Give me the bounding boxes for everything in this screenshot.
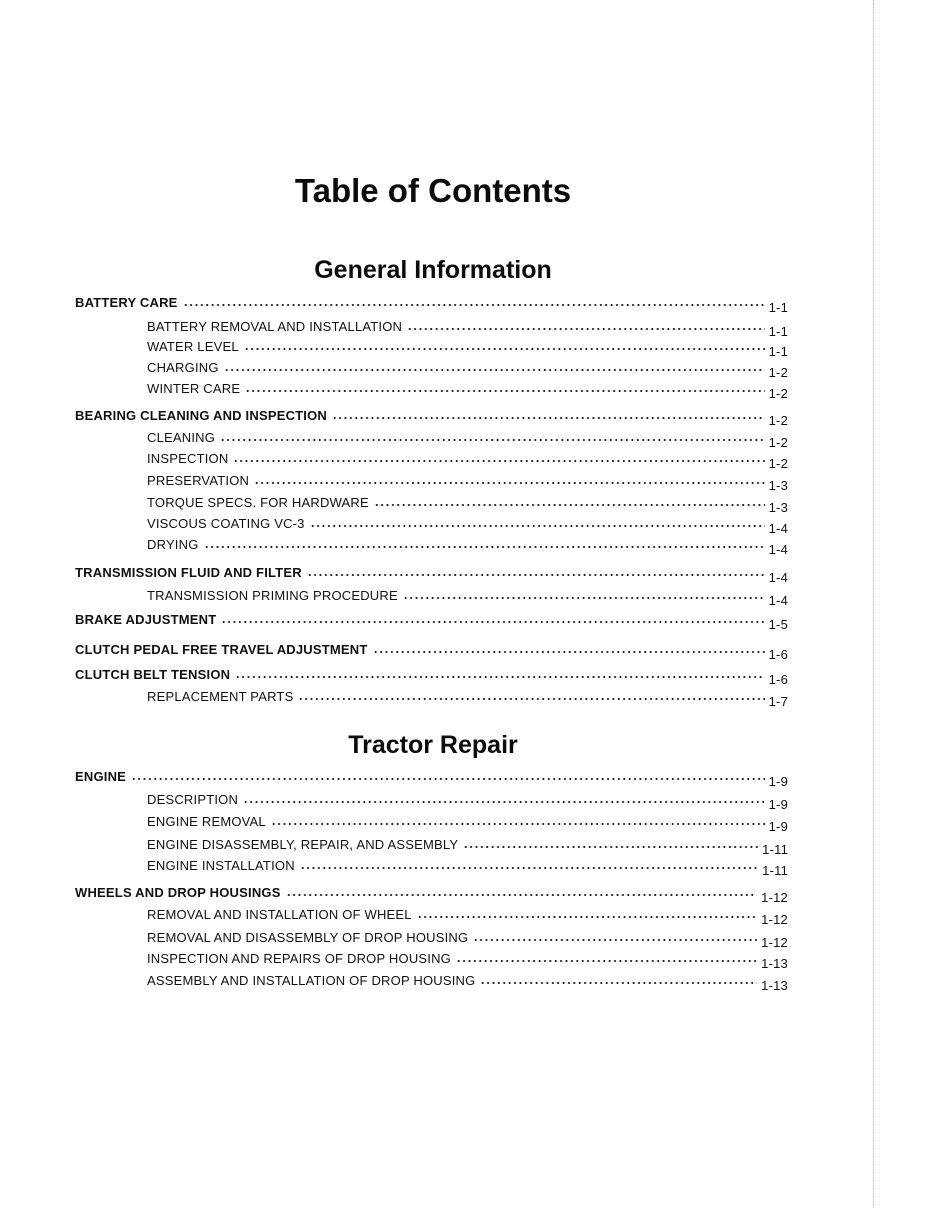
toc-entry-page: 1-1: [768, 324, 788, 339]
toc-entry-label: CHARGING: [147, 360, 219, 375]
toc-entry-label: TORQUE SPECS. FOR HARDWARE: [147, 495, 369, 510]
toc-entry[interactable]: [0, 834, 788, 857]
toc-entry-page: 1-13: [761, 978, 788, 993]
toc-entry[interactable]: [0, 948, 788, 971]
toc-entry[interactable]: [0, 766, 788, 789]
toc-entry-page: 1-12: [761, 912, 788, 927]
leader-dots: [403, 596, 765, 600]
toc-entry-label: ASSEMBLY AND INSTALLATION OF DROP HOUSING: [147, 973, 476, 988]
toc-entry-label: TRANSMISSION PRIMING PROCEDURE: [147, 588, 398, 603]
leader-dots: [307, 573, 765, 577]
toc-entry-page: 1-4: [768, 542, 788, 557]
leader-dots: [245, 389, 764, 393]
toc-entry-label: WINTER CARE: [147, 381, 241, 396]
toc-entry-label: CLUTCH PEDAL FREE TRAVEL ADJUSTMENT: [75, 642, 368, 657]
toc-entry[interactable]: [0, 316, 788, 339]
leader-dots: [233, 459, 764, 463]
toc-entry[interactable]: [0, 562, 788, 585]
toc-entry[interactable]: [0, 970, 788, 993]
toc-entry-page: 1-12: [761, 890, 788, 905]
toc-entry-page: 1-6: [768, 647, 788, 662]
toc-entry-page: 1-6: [768, 672, 788, 687]
leader-dots: [183, 303, 765, 307]
toc-entry-page: 1-11: [762, 863, 788, 878]
toc-entry-page: 1-9: [768, 774, 788, 789]
leader-dots: [220, 438, 765, 442]
toc-entry-page: 1-9: [768, 819, 788, 834]
toc-entry[interactable]: [0, 357, 788, 380]
toc-entry[interactable]: [0, 513, 788, 536]
toc-entry-label: BRAKE ADJUSTMENT: [75, 612, 217, 627]
leader-dots: [463, 845, 758, 849]
leader-dots: [332, 416, 765, 420]
toc-entry-page: 1-11: [762, 842, 788, 857]
toc-entry[interactable]: [0, 492, 788, 515]
page-title: Table of Contents: [294, 172, 572, 209]
leader-dots: [235, 675, 764, 679]
toc-entry-label: CLEANING: [147, 430, 216, 445]
toc-entry-page: 1-5: [768, 617, 788, 632]
leader-dots: [417, 915, 757, 919]
toc-entry-label: WHEELS AND DROP HOUSINGS: [75, 885, 281, 900]
toc-entry-label: DESCRIPTION: [147, 792, 239, 807]
toc-entry-label: TRANSMISSION FLUID AND FILTER: [75, 565, 302, 580]
leader-dots: [310, 524, 765, 528]
leader-dots: [204, 545, 765, 549]
toc-entry[interactable]: [0, 855, 788, 878]
toc-entry-label: REMOVAL AND DISASSEMBLY OF DROP HOUSING: [147, 930, 469, 945]
toc-entry-page: 1-12: [761, 935, 788, 950]
leader-dots: [243, 800, 765, 804]
leader-dots: [298, 697, 764, 701]
leader-dots: [373, 650, 765, 654]
toc-entry[interactable]: [0, 534, 788, 557]
toc-entry-label: ENGINE DISASSEMBLY, REPAIR, AND ASSEMBLY: [147, 837, 459, 852]
toc-entry-page: 1-4: [768, 593, 788, 608]
leader-dots: [221, 620, 764, 624]
toc-entry-label: BATTERY CARE: [75, 295, 178, 310]
toc-entry-label: INSPECTION AND REPAIRS OF DROP HOUSING: [147, 951, 451, 966]
toc-entry[interactable]: [0, 378, 788, 401]
toc-entry[interactable]: [0, 470, 788, 493]
leader-dots: [480, 981, 757, 985]
leader-dots: [456, 959, 757, 963]
leader-dots: [407, 327, 764, 331]
toc-entry-label: BEARING CLEANING AND INSPECTION: [75, 408, 328, 423]
toc-entry-page: 1-2: [768, 435, 788, 450]
toc-entry-label: INSPECTION: [147, 451, 229, 466]
toc-entry[interactable]: [0, 448, 788, 471]
toc-entry-page: 1-2: [768, 365, 788, 380]
toc-entry-page: 1-13: [761, 956, 788, 971]
toc-entry-label: PRESERVATION: [147, 473, 250, 488]
leader-dots: [244, 347, 765, 351]
toc-entry-page: 1-2: [768, 456, 788, 471]
toc-entry-page: 1-1: [768, 300, 788, 315]
toc-entry-label: ENGINE: [75, 769, 127, 784]
toc-entry-label: BATTERY REMOVAL AND INSTALLATION: [147, 319, 403, 334]
toc-entry-label: VISCOUS COATING VC-3: [147, 516, 305, 531]
toc-entry-page: 1-1: [768, 344, 788, 359]
toc-entry[interactable]: [0, 427, 788, 450]
leader-dots: [300, 866, 758, 870]
toc-entry-page: 1-2: [768, 413, 788, 428]
toc-entry[interactable]: [0, 882, 788, 905]
leader-dots: [271, 822, 765, 826]
leader-dots: [254, 481, 765, 485]
toc-entry[interactable]: [0, 292, 788, 315]
section-heading-tractor-repair: Tractor Repair: [348, 731, 518, 759]
toc-entry-page: 1-9: [768, 797, 788, 812]
leader-dots: [374, 503, 765, 507]
toc-entry[interactable]: [0, 609, 788, 632]
toc-entry[interactable]: [0, 405, 788, 428]
toc-entry[interactable]: [0, 927, 788, 950]
toc-entry-page: 1-3: [768, 478, 788, 493]
toc-entry-label: CLUTCH BELT TENSION: [75, 667, 231, 682]
toc-entry[interactable]: [0, 639, 788, 662]
scan-edge: [873, 0, 875, 1208]
leader-dots: [473, 938, 757, 942]
toc-entry[interactable]: [0, 336, 788, 359]
toc-entry[interactable]: [0, 664, 788, 687]
toc-entry-label: ENGINE INSTALLATION: [147, 858, 295, 873]
toc-entry-label: REMOVAL AND INSTALLATION OF WHEEL: [147, 907, 412, 922]
leader-dots: [131, 777, 765, 781]
toc-entry[interactable]: [0, 811, 788, 834]
toc-entry-page: 1-4: [768, 570, 788, 585]
toc-entry-label: ENGINE REMOVAL: [147, 814, 266, 829]
toc-entry[interactable]: [0, 585, 788, 608]
toc-entry[interactable]: [0, 904, 788, 927]
section-heading-general-information: General Information: [314, 256, 552, 284]
leader-dots: [286, 893, 758, 897]
toc-entry-label: REPLACEMENT PARTS: [147, 689, 294, 704]
toc-entry-label: DRYING: [147, 537, 199, 552]
leader-dots: [224, 368, 765, 372]
toc-entry-label: WATER LEVEL: [147, 339, 239, 354]
toc-entry-page: 1-4: [768, 521, 788, 536]
toc-entry-page: 1-7: [768, 694, 788, 709]
toc-entry[interactable]: [0, 789, 788, 812]
toc-entry-page: 1-2: [768, 386, 788, 401]
toc-entry[interactable]: [0, 686, 788, 709]
toc-entry-page: 1-3: [768, 500, 788, 515]
